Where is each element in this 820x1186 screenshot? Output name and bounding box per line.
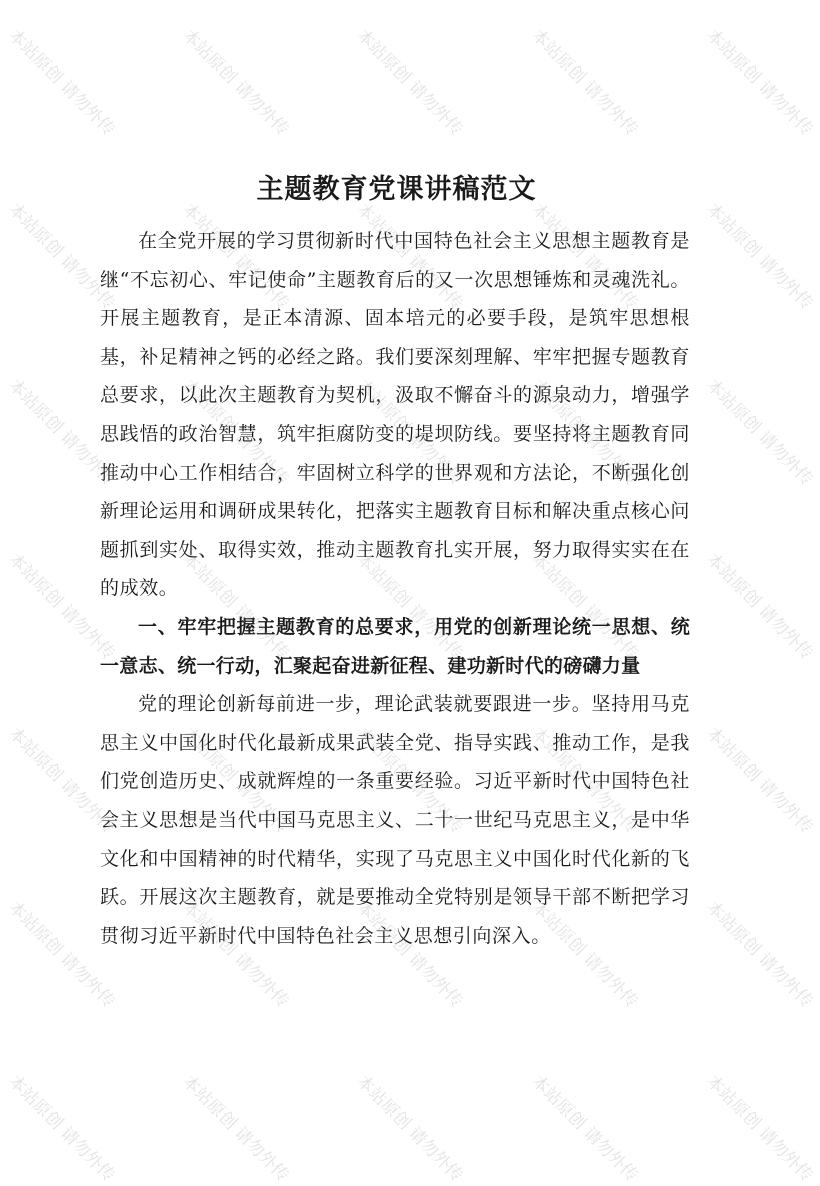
paragraph-section-1: 党的理论创新每前进一步，理论武装就要跟进一步。坚持用马克思主义中国化时代化最新成果武装全党、指导实践、推动工作，是我们党创造历史、成就辉煌的一条重要经验。习近平新时代中国特色社会主义思想是当代中国马克思主义、二十一世纪马克思主义，是中华文化和中国精神的时代精华，实现了马克思主义中国化时代化新的飞跃。开展这次主题教育，就是要推动全党特别是领导干部不断把学习贯彻习近平新时代中国特色社会主义思想引向深入。 (100, 693, 690, 947)
watermark: 本站原创 请勿外传 (702, 199, 817, 314)
document-title: 主题教育党课讲稿范文 (256, 174, 537, 205)
watermark: 本站原创 请勿外传 (527, 897, 642, 1012)
watermark: 本站原创 请勿外传 (527, 25, 642, 140)
watermark: 本站原创 请勿外传 (178, 897, 293, 1012)
watermark: 本站原创 请勿外传 (4, 549, 119, 664)
watermark: 本站原创 请勿外传 (702, 723, 817, 838)
watermark: 本站原创 请勿外传 (702, 549, 817, 664)
document-body (100, 222, 690, 955)
watermark: 本站原创 请勿外传 (352, 723, 467, 838)
watermark: 本站原创 请勿外传 (178, 25, 293, 140)
watermark: 本站原创 请勿外传 (4, 897, 119, 1012)
watermark: 本站原创 请勿外传 (352, 199, 467, 314)
watermark: 本站原创 请勿外传 (527, 199, 642, 314)
watermark: 本站原创 请勿外传 (4, 1071, 119, 1186)
watermark: 本站原创 请勿外传 (352, 375, 467, 490)
watermark: 本站原创 请勿外传 (352, 897, 467, 1012)
paragraph-intro: 在全党开展的学习贯彻新时代中国特色社会主义思想主题教育是继“不忘初心、牢记使命”主题教育后的又一次思想锤炼和灵魂洗礼。开展主题教育，是正本清源、固本培元的必要手段，是筑牢思想根基，补足精神之钙的必经之路。我们要深刻理解、牢牢把握专题教育总要求，以此次主题教育为契机，汲取不懈奋斗的源泉动力，增强学思践悟的政治智慧，筑牢拒腐防变的堤坝防线。要坚持将主题教育同推动中心工作相结合，牢固树立科学的世界观和方法论，不断强化创新理论运用和调研成果转化，把落实主题教育目标和解决重点核心问题抓到实处、取得实效，推动主题教育扎实开展，努力取得实实在在的成效。 (100, 230, 690, 600)
watermark: 本站原创 请勿外传 (352, 25, 467, 140)
watermark: 本站原创 请勿外传 (527, 1071, 642, 1186)
watermark: 本站原创 请勿外传 (178, 199, 293, 314)
watermark: 本站原创 请勿外传 (702, 897, 817, 1012)
watermark: 本站原创 请勿外传 (352, 1071, 467, 1186)
watermark: 本站原创 请勿外传 (352, 549, 467, 664)
watermark: 本站原创 请勿外传 (178, 375, 293, 490)
watermark: 本站原创 请勿外传 (527, 549, 642, 664)
watermark: 本站原创 请勿外传 (4, 723, 119, 838)
watermark: 本站原创 请勿外传 (527, 375, 642, 490)
section-heading-1: 一、牢牢把握主题教育的总要求，用党的创新理论统一思想、统一意志、统一行动，汇聚起奋进新征程、建功新时代的磅礴力量 (100, 615, 690, 677)
watermark: 本站原创 请勿外传 (4, 199, 119, 314)
watermark: 本站原创 请勿外传 (178, 723, 293, 838)
watermark: 本站原创 请勿外传 (4, 25, 119, 140)
watermark: 本站原创 请勿外传 (178, 1071, 293, 1186)
watermark: 本站原创 请勿外传 (4, 375, 119, 490)
watermark: 本站原创 请勿外传 (527, 723, 642, 838)
watermark: 本站原创 请勿外传 (178, 549, 293, 664)
watermark: 本站原创 请勿外传 (702, 1071, 817, 1186)
watermark: 本站原创 请勿外传 (702, 375, 817, 490)
watermark: 本站原创 请勿外传 (702, 25, 817, 140)
